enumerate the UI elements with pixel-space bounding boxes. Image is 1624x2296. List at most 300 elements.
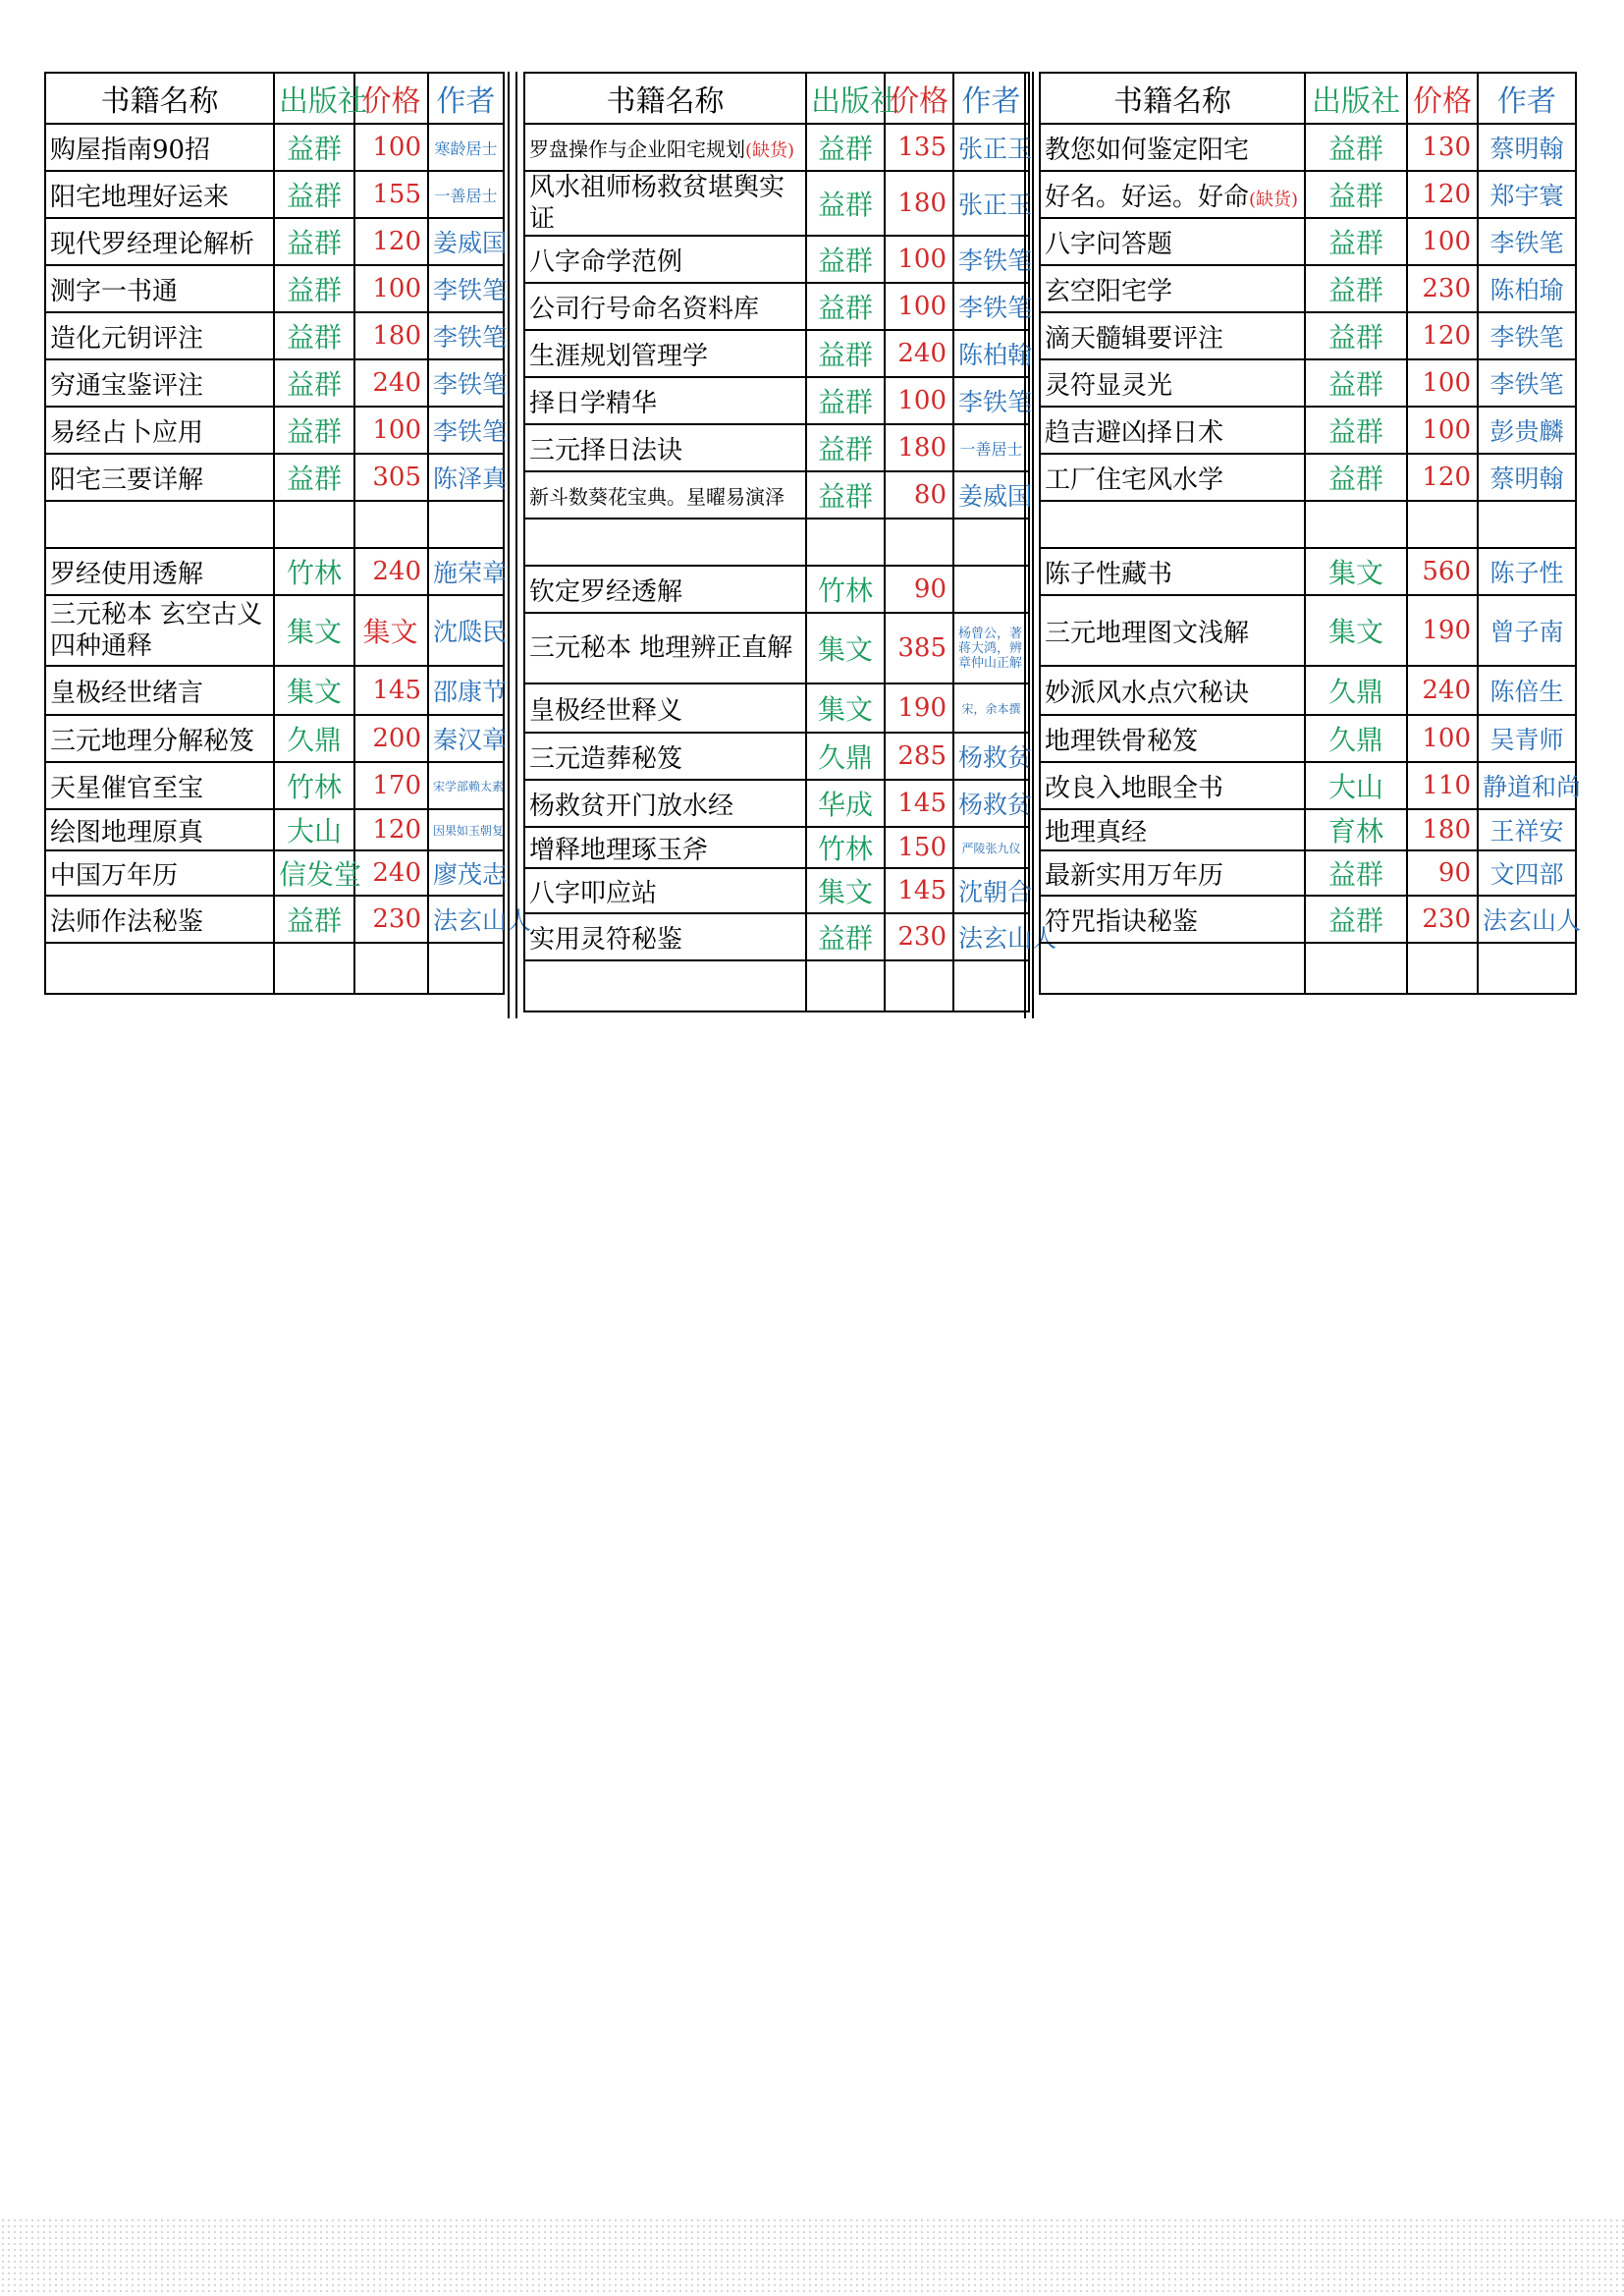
book-title <box>524 424 806 471</box>
author-cell: 王祥安 <box>1478 809 1576 850</box>
book-price-list <box>44 72 1582 1018</box>
book-title-text: 生涯规划管理学 <box>529 341 709 371</box>
price-cell: 240 <box>885 330 953 377</box>
publisher-cell: 益群 <box>1305 359 1407 407</box>
price-cell: 240 <box>1407 666 1478 715</box>
book-table <box>523 72 1057 1012</box>
book-title <box>1040 171 1305 218</box>
author-cell <box>1478 501 1576 548</box>
table-row <box>45 407 504 454</box>
table-row <box>1040 407 1576 454</box>
price-cell: 100 <box>354 407 428 454</box>
author-cell: 李铁笔 <box>1478 312 1576 359</box>
book-title <box>1040 501 1305 548</box>
author-cell: 法玄山人 <box>428 896 504 943</box>
author-cell: 陈柏翰 <box>953 330 1029 377</box>
column-gutter <box>1024 72 1034 1018</box>
price-cell: 100 <box>1407 715 1478 762</box>
price-cell: 100 <box>1407 359 1478 407</box>
publisher-cell: 久鼎 <box>274 715 354 762</box>
table-row <box>1040 171 1576 218</box>
table-row <box>1040 218 1576 265</box>
price-cell: 100 <box>354 265 428 312</box>
book-title-text: 罗经使用透解 <box>50 559 204 589</box>
book-title <box>524 613 806 683</box>
publisher-cell: 益群 <box>1305 218 1407 265</box>
book-title-text: 八字命学范例 <box>529 246 683 277</box>
publisher-cell: 益群 <box>806 236 885 283</box>
price-cell: 100 <box>885 236 953 283</box>
book-title-text: 皇极经世释义 <box>529 695 683 726</box>
book-title <box>45 715 274 762</box>
publisher-cell: 华成 <box>806 780 885 827</box>
author-cell: 李铁笔 <box>953 236 1029 283</box>
book-title-text: 造化元钥评注 <box>50 323 204 354</box>
price-cell: 240 <box>354 850 428 896</box>
publisher-cell: 集文 <box>806 868 885 913</box>
publisher-cell <box>274 501 354 548</box>
book-title-text: 改良入地眼全书 <box>1045 773 1224 803</box>
table-row <box>524 566 1029 613</box>
table-row <box>524 913 1029 960</box>
book-title-text: 陈子性藏书 <box>1045 559 1173 589</box>
author-cell: 杨救贫 <box>953 733 1029 780</box>
author-cell: 杨曾公，著 蒋大鸿，辨 章仲山正解 <box>953 613 1029 683</box>
table-row <box>524 471 1029 519</box>
author-cell: 宋学部赖太素 <box>428 762 504 809</box>
book-title-text: 中国万年历 <box>50 860 179 891</box>
author-cell: 李铁笔 <box>953 283 1029 330</box>
author-cell: 邵康节 <box>428 666 504 715</box>
book-table-2 <box>523 72 1057 1018</box>
author-cell: 姜威国 <box>953 471 1029 519</box>
author-cell: 秦汉章 <box>428 715 504 762</box>
price-cell: 190 <box>1407 595 1478 666</box>
publisher-cell: 益群 <box>806 377 885 424</box>
author-cell: 蔡明翰 <box>1478 454 1576 501</box>
out-of-stock-note: (缺货) <box>1249 189 1299 210</box>
table-row <box>1040 809 1576 850</box>
table-row <box>45 666 504 715</box>
out-of-stock-note: (缺货) <box>745 139 795 161</box>
author-cell <box>953 519 1029 566</box>
table-row <box>1040 359 1576 407</box>
publisher-cell: 益群 <box>274 265 354 312</box>
table-row <box>524 683 1029 733</box>
header-price: 价格 <box>1407 73 1478 124</box>
book-title <box>45 548 274 595</box>
price-cell: 150 <box>885 827 953 868</box>
author-cell: 陈泽真 <box>428 454 504 501</box>
price-cell: 100 <box>885 283 953 330</box>
publisher-cell: 竹林 <box>806 566 885 613</box>
publisher-cell: 益群 <box>806 913 885 960</box>
book-title <box>1040 595 1305 666</box>
publisher-cell: 益群 <box>1305 265 1407 312</box>
author-cell: 张正玉 <box>953 124 1029 171</box>
author-cell: 廖茂志 <box>428 850 504 896</box>
book-title <box>524 471 806 519</box>
price-cell: 100 <box>1407 218 1478 265</box>
table-row <box>45 896 504 943</box>
author-cell: 李铁笔 <box>428 407 504 454</box>
price-cell: 120 <box>1407 454 1478 501</box>
book-title-text: 灵符显灵光 <box>1045 370 1173 401</box>
publisher-cell: 信发堂 <box>274 850 354 896</box>
price-cell: 集文 <box>354 595 428 666</box>
header-author: 作者 <box>1478 73 1576 124</box>
author-cell: 严陵张九仪 <box>953 827 1029 868</box>
publisher-cell: 竹林 <box>274 548 354 595</box>
book-title <box>45 407 274 454</box>
table-row <box>45 595 504 666</box>
publisher-cell <box>806 519 885 566</box>
author-cell: 杨救贫 <box>953 780 1029 827</box>
table-row <box>1040 312 1576 359</box>
table-row <box>1040 896 1576 943</box>
book-title <box>1040 809 1305 850</box>
table-row <box>1040 265 1576 312</box>
header-author: 作者 <box>428 73 504 124</box>
author-cell: 因果如玉朝复 <box>428 809 504 850</box>
author-cell: 一善居士 <box>953 424 1029 471</box>
book-title <box>1040 407 1305 454</box>
book-title <box>524 780 806 827</box>
book-title <box>45 595 274 666</box>
author-cell: 李铁笔 <box>428 312 504 359</box>
table-row <box>1040 666 1576 715</box>
table-row <box>45 762 504 809</box>
book-title-text: 测字一书通 <box>50 276 179 306</box>
author-cell: 李铁笔 <box>428 359 504 407</box>
book-title <box>524 827 806 868</box>
book-title <box>524 171 806 236</box>
book-title-text: 地理铁骨秘笈 <box>1045 726 1199 756</box>
table-row <box>45 501 504 548</box>
book-title-text: 最新实用万年历 <box>1045 860 1224 891</box>
table-row <box>524 424 1029 471</box>
header-title: 书籍名称 <box>1040 73 1305 124</box>
table-row <box>45 124 504 171</box>
book-title-text: 三元秘本 玄空古义四种通释 <box>50 600 263 661</box>
book-title-text: 三元秘本 地理辨正直解 <box>529 633 793 663</box>
book-title <box>524 283 806 330</box>
table-row <box>45 454 504 501</box>
publisher-cell: 益群 <box>1305 124 1407 171</box>
book-title <box>1040 124 1305 171</box>
book-title-text: 新斗数葵花宝典。星曜易演泽 <box>529 484 785 509</box>
book-title <box>45 124 274 171</box>
publisher-cell: 集文 <box>274 666 354 715</box>
table-row <box>45 850 504 896</box>
table-row <box>45 359 504 407</box>
table-row <box>524 613 1029 683</box>
price-cell: 230 <box>1407 896 1478 943</box>
header-publisher: 出版社 <box>806 73 885 124</box>
book-title <box>524 960 806 1011</box>
book-title <box>45 666 274 715</box>
publisher-cell: 益群 <box>806 471 885 519</box>
dotted-footer-pattern <box>0 2217 1624 2296</box>
book-title-text: 钦定罗经透解 <box>529 576 683 607</box>
price-cell: 130 <box>1407 124 1478 171</box>
publisher-cell: 益群 <box>806 171 885 236</box>
header-row <box>1040 73 1576 124</box>
table-row <box>524 283 1029 330</box>
table-row <box>45 265 504 312</box>
publisher-cell: 集文 <box>1305 548 1407 595</box>
table-row <box>524 868 1029 913</box>
author-cell: 吴青师 <box>1478 715 1576 762</box>
table-row <box>1040 850 1576 896</box>
book-title-text: 阳宅地理好运来 <box>50 182 230 212</box>
book-title <box>45 943 274 994</box>
book-title <box>45 809 274 850</box>
book-title <box>524 733 806 780</box>
author-cell: 李铁笔 <box>953 377 1029 424</box>
table-row <box>524 827 1029 868</box>
publisher-cell: 益群 <box>274 218 354 265</box>
author-cell: 李铁笔 <box>1478 218 1576 265</box>
table-row <box>45 218 504 265</box>
author-cell: 蔡明翰 <box>1478 124 1576 171</box>
book-title-text: 地理真经 <box>1045 817 1148 847</box>
table-row <box>1040 124 1576 171</box>
book-title-text: 风水祖师杨救贫堪舆实证 <box>529 173 785 234</box>
book-title <box>45 312 274 359</box>
table-row <box>1040 501 1576 548</box>
price-cell: 145 <box>885 780 953 827</box>
author-cell: 寒龄居士 <box>428 124 504 171</box>
price-cell: 135 <box>885 124 953 171</box>
author-cell: 陈柏瑜 <box>1478 265 1576 312</box>
book-title <box>1040 666 1305 715</box>
publisher-cell: 益群 <box>806 330 885 377</box>
publisher-cell: 久鼎 <box>1305 666 1407 715</box>
price-cell <box>354 501 428 548</box>
book-title-text: 易经占卜应用 <box>50 417 204 448</box>
book-title-text: 增释地理琢玉斧 <box>529 835 709 865</box>
book-title-text: 八字叩应站 <box>529 878 658 908</box>
publisher-cell: 益群 <box>1305 454 1407 501</box>
book-title-text: 工厂住宅风水学 <box>1045 465 1224 495</box>
book-title-text: 三元造葬秘笈 <box>529 743 683 774</box>
book-title-text: 购屋指南90招 <box>50 135 211 165</box>
publisher-cell: 集文 <box>274 595 354 666</box>
publisher-cell: 大山 <box>1305 762 1407 809</box>
book-title-text: 三元地理图文浅解 <box>1045 618 1250 648</box>
book-title-text: 教您如何鉴定阳宅 <box>1045 135 1250 165</box>
table-row <box>1040 715 1576 762</box>
book-title <box>1040 359 1305 407</box>
book-title <box>1040 454 1305 501</box>
table-row <box>524 519 1029 566</box>
book-title <box>1040 850 1305 896</box>
author-cell: 陈倍生 <box>1478 666 1576 715</box>
author-cell <box>953 960 1029 1011</box>
book-title-text: 三元地理分解秘笈 <box>50 726 255 756</box>
price-cell: 230 <box>1407 265 1478 312</box>
book-title <box>45 171 274 218</box>
publisher-cell <box>274 943 354 994</box>
author-cell: 静道和尚 <box>1478 762 1576 809</box>
book-title <box>524 330 806 377</box>
table-row <box>524 733 1029 780</box>
author-cell: 李铁笔 <box>1478 359 1576 407</box>
publisher-cell: 久鼎 <box>1305 715 1407 762</box>
publisher-cell: 集文 <box>806 613 885 683</box>
publisher-cell: 益群 <box>806 283 885 330</box>
publisher-cell: 益群 <box>274 312 354 359</box>
author-cell: 姜威国 <box>428 218 504 265</box>
book-title <box>524 377 806 424</box>
price-cell: 230 <box>354 896 428 943</box>
price-cell: 230 <box>885 913 953 960</box>
book-title-text: 趋吉避凶择日术 <box>1045 417 1224 448</box>
table-row <box>524 171 1029 236</box>
book-table <box>1039 72 1582 995</box>
publisher-cell: 育林 <box>1305 809 1407 850</box>
price-cell <box>885 960 953 1011</box>
price-cell: 90 <box>885 566 953 613</box>
book-title <box>524 566 806 613</box>
publisher-cell <box>806 960 885 1011</box>
book-title <box>45 850 274 896</box>
table-row <box>524 124 1029 171</box>
author-cell: 曾子南 <box>1478 595 1576 666</box>
publisher-cell: 久鼎 <box>806 733 885 780</box>
price-cell: 120 <box>1407 171 1478 218</box>
book-title-text: 好名。好运。好命 <box>1045 182 1250 212</box>
column-gutter <box>508 72 517 1018</box>
publisher-cell: 大山 <box>274 809 354 850</box>
book-title-text: 妙派风水点穴秘诀 <box>1045 678 1250 708</box>
table-row <box>45 548 504 595</box>
publisher-cell: 集文 <box>806 683 885 733</box>
book-title <box>45 265 274 312</box>
publisher-cell: 益群 <box>806 124 885 171</box>
header-publisher: 出版社 <box>1305 73 1407 124</box>
header-price: 价格 <box>354 73 428 124</box>
publisher-cell: 益群 <box>1305 407 1407 454</box>
price-cell: 120 <box>1407 312 1478 359</box>
book-title <box>1040 896 1305 943</box>
publisher-cell: 益群 <box>274 407 354 454</box>
table-row <box>524 780 1029 827</box>
header-title: 书籍名称 <box>524 73 806 124</box>
price-cell: 200 <box>354 715 428 762</box>
book-title <box>45 501 274 548</box>
book-title <box>45 896 274 943</box>
publisher-cell: 益群 <box>1305 896 1407 943</box>
book-title <box>524 124 806 171</box>
price-cell: 155 <box>354 171 428 218</box>
book-title <box>1040 715 1305 762</box>
header-row <box>524 73 1029 124</box>
price-cell: 180 <box>1407 809 1478 850</box>
price-cell: 190 <box>885 683 953 733</box>
author-cell <box>428 943 504 994</box>
price-cell: 240 <box>354 548 428 595</box>
price-cell: 120 <box>354 809 428 850</box>
table-row <box>45 312 504 359</box>
book-title-text: 八字问答题 <box>1045 229 1173 259</box>
book-title <box>45 454 274 501</box>
price-cell: 100 <box>354 124 428 171</box>
book-title-text: 滴天髓辑要评注 <box>1045 323 1224 354</box>
price-cell: 180 <box>885 424 953 471</box>
publisher-cell: 益群 <box>1305 171 1407 218</box>
price-cell <box>885 519 953 566</box>
publisher-cell: 集文 <box>1305 595 1407 666</box>
book-title <box>45 218 274 265</box>
book-title-text: 三元择日法诀 <box>529 435 683 465</box>
author-cell: 文四部 <box>1478 850 1576 896</box>
book-title-text: 穷通宝鉴评注 <box>50 370 204 401</box>
table-row <box>524 330 1029 377</box>
price-cell: 100 <box>885 377 953 424</box>
book-title-text: 公司行号命名资料库 <box>529 294 760 324</box>
table-row <box>45 809 504 850</box>
publisher-cell: 益群 <box>806 424 885 471</box>
book-title-text: 罗盘操作与企业阳宅规划 <box>529 137 745 161</box>
book-title <box>1040 265 1305 312</box>
author-cell: 宋，余本撰 <box>953 683 1029 733</box>
table-row <box>524 236 1029 283</box>
book-title <box>524 519 806 566</box>
book-title <box>524 868 806 913</box>
table-row <box>1040 943 1576 994</box>
table-row <box>524 960 1029 1011</box>
header-row <box>45 73 504 124</box>
header-title: 书籍名称 <box>45 73 274 124</box>
book-title-text: 现代罗经理论解析 <box>50 229 255 259</box>
author-cell <box>953 566 1029 613</box>
table-row <box>524 377 1029 424</box>
author-cell: 张正玉 <box>953 171 1029 236</box>
book-title <box>1040 548 1305 595</box>
publisher-cell: 益群 <box>274 454 354 501</box>
book-title <box>524 236 806 283</box>
book-title <box>45 359 274 407</box>
publisher-cell: 竹林 <box>806 827 885 868</box>
book-title-text: 阳宅三要详解 <box>50 465 204 495</box>
author-cell <box>428 501 504 548</box>
author-cell: 法玄山人 <box>953 913 1029 960</box>
book-table <box>44 72 532 995</box>
price-cell: 285 <box>885 733 953 780</box>
publisher-cell <box>1305 943 1407 994</box>
author-cell: 沈瓞民 <box>428 595 504 666</box>
publisher-cell: 益群 <box>1305 850 1407 896</box>
book-title-text: 皇极经世绪言 <box>50 678 204 708</box>
publisher-cell: 益群 <box>274 359 354 407</box>
price-cell: 385 <box>885 613 953 683</box>
price-cell: 90 <box>1407 850 1478 896</box>
book-title <box>524 683 806 733</box>
book-title-text: 绘图地理原真 <box>50 817 204 847</box>
book-title-text: 天星催官至宝 <box>50 773 204 803</box>
book-title <box>1040 312 1305 359</box>
table-row <box>45 715 504 762</box>
header-author: 作者 <box>953 73 1029 124</box>
price-cell: 560 <box>1407 548 1478 595</box>
price-cell: 170 <box>354 762 428 809</box>
header-price: 价格 <box>885 73 953 124</box>
table-row <box>1040 548 1576 595</box>
table-row <box>1040 762 1576 809</box>
book-table-1 <box>44 72 532 1018</box>
